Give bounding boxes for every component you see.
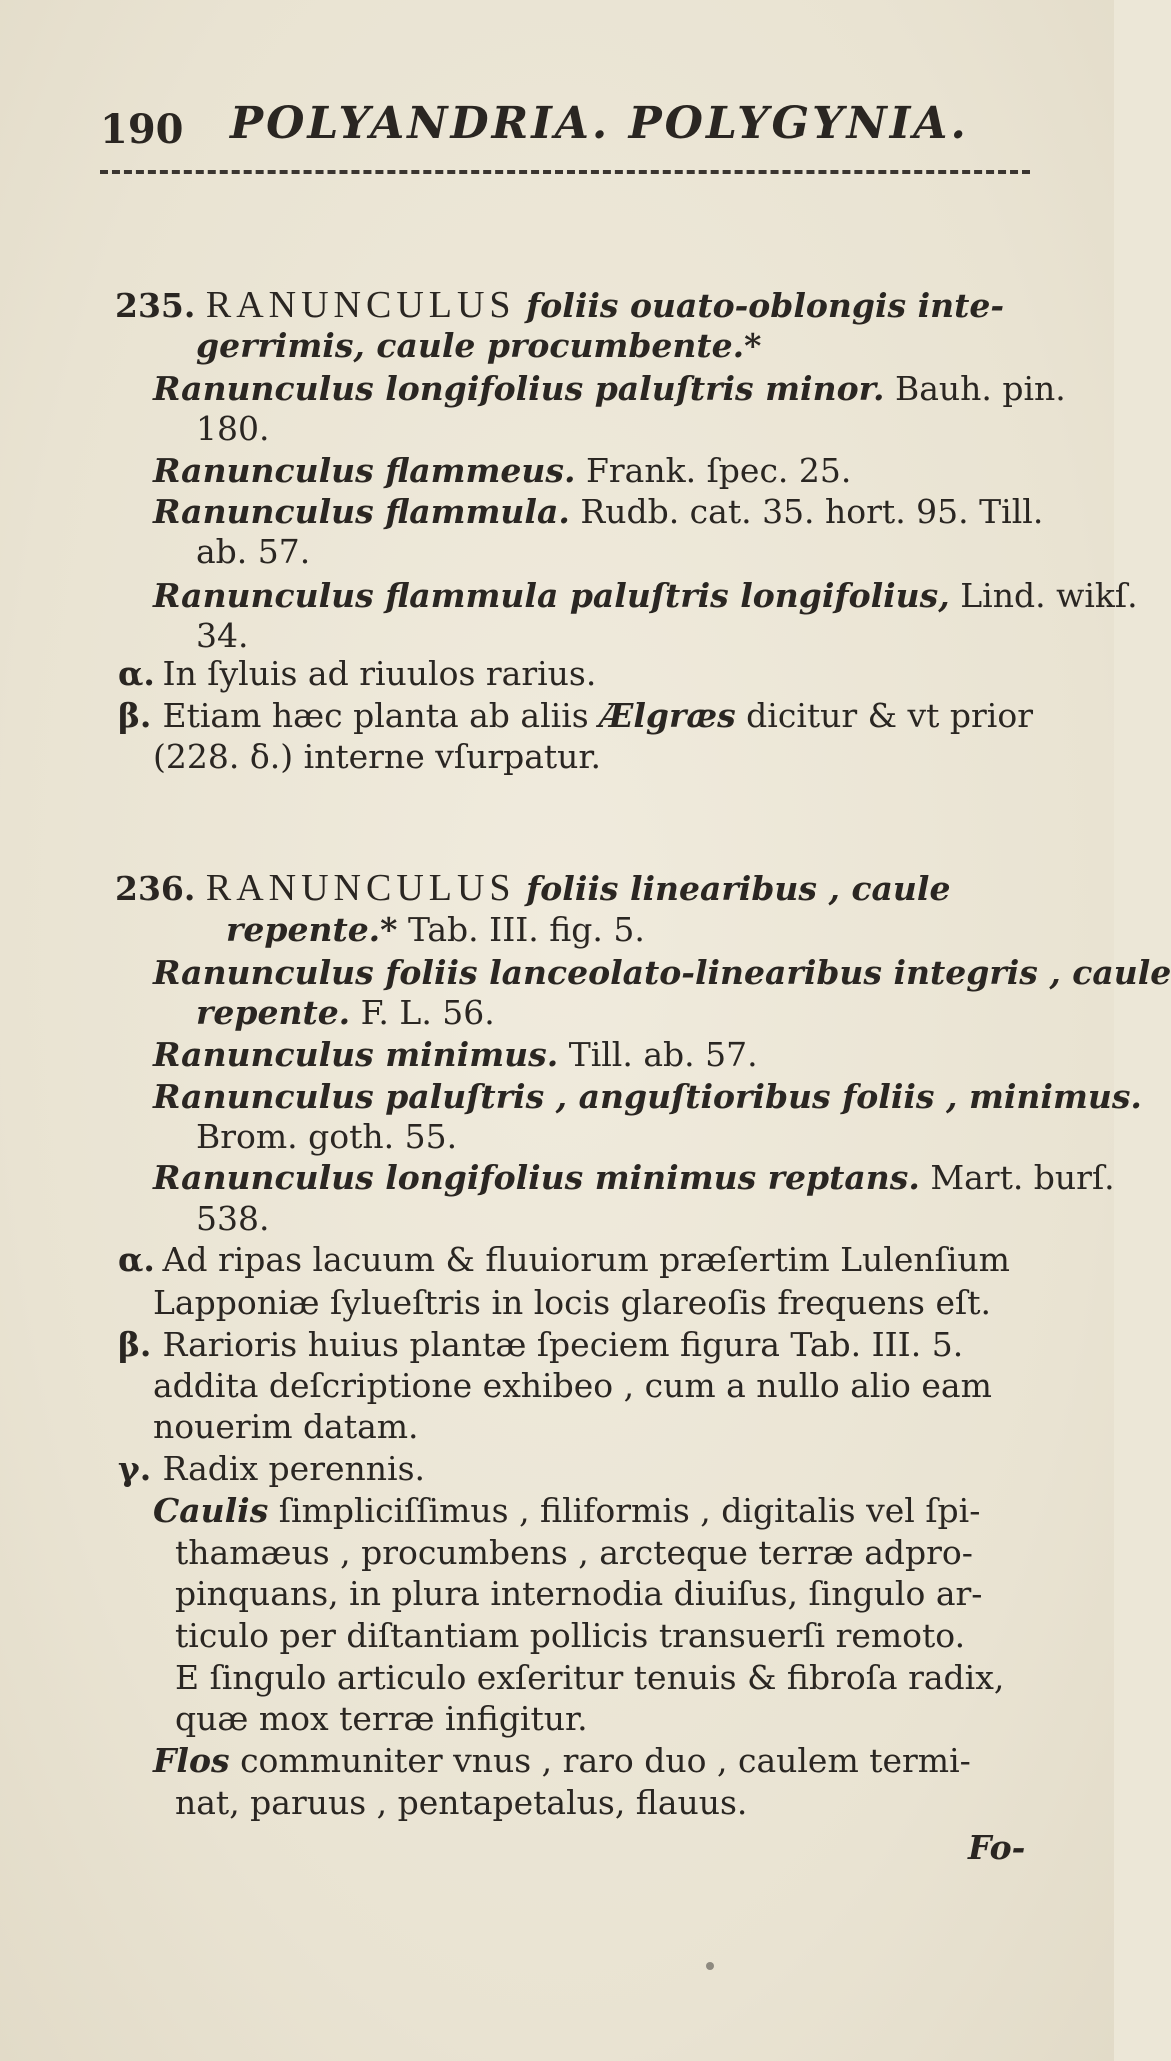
diagnosis: foliis ouato-oblongis inte-	[526, 286, 1005, 325]
entry-236-heading	[115, 868, 950, 909]
synonym-line	[153, 1077, 1142, 1117]
header-rule	[100, 170, 1030, 174]
note-text: Ad ripas lacuum & fluuiorum præſertim Lulenſium	[162, 1240, 1010, 1279]
page-header	[100, 98, 1040, 158]
note-alpha	[118, 654, 596, 694]
note-marker: α.	[118, 1240, 155, 1279]
synonym-ref: Lind. wikſ.	[960, 576, 1138, 615]
diagnosis-cont	[226, 910, 645, 950]
note-gamma	[118, 1449, 425, 1489]
note-marker: α.	[118, 654, 155, 693]
synonym-ref: Bauh. pin.	[894, 369, 1066, 408]
description-text: pinquans, in plura internodia diuiſus, ſingulo ar-	[175, 1574, 983, 1613]
synonym-line	[153, 451, 851, 491]
genus-name: RANUNCULUS	[205, 867, 516, 909]
note-text: Radix perennis.	[162, 1449, 426, 1488]
note-beta-cont: nouerim datam.	[153, 1407, 419, 1446]
note-text: Etiam hæc planta ab aliis	[162, 696, 589, 735]
synonym-ref: Rudb. cat. 35. hort. 95. Till.	[580, 492, 1044, 531]
note-alpha-cont: Lapponiæ ſylueſtris in locis glareoſis frequens eſt.	[153, 1283, 991, 1322]
synonym-name: Ranunculus flammeus.	[153, 451, 576, 490]
note-beta-cont: addita deſcriptione exhibeo , cum a nullo alio eam	[153, 1366, 992, 1405]
note-beta-cont: (228. δ.) interne vſurpatur.	[153, 737, 602, 776]
synonym-line	[153, 1035, 758, 1075]
synonym-ref-cont: 180.	[196, 409, 270, 448]
diagnosis-cont: gerrimis, caule procumbente.*	[196, 326, 762, 365]
running-title: POLYANDRIA. POLYGYNIA.	[230, 98, 969, 149]
description-text: E ſingulo articulo exſeritur tenuis & fibroſa radix,	[175, 1658, 1005, 1697]
synonym-ref-cont: 34.	[196, 616, 249, 655]
synonym-ref: F. L. 56.	[360, 993, 495, 1032]
synonym-name: Ranunculus foliis lanceolato-linearibus integris , caule	[153, 953, 1171, 992]
synonym-name: Ranunculus flammula.	[153, 492, 570, 531]
diagnosis: foliis linearibus , caule	[526, 869, 951, 908]
synonym-line	[153, 492, 1043, 532]
synonym-line	[153, 953, 1171, 993]
synonym-line	[153, 369, 1066, 409]
flos-description	[153, 1741, 971, 1781]
note-text: dicitur & vt prior	[746, 696, 1034, 735]
entry-number: 236.	[115, 869, 196, 908]
diagnosis: repente.*	[226, 910, 398, 949]
description-text: ſimpliciſſimus , filiformis , digitalis vel ſpi-	[278, 1491, 981, 1530]
synonym-line	[153, 576, 1138, 616]
synonym-ref-cont: 538.	[196, 1199, 270, 1238]
note-marker: β.	[118, 696, 152, 735]
note-alpha	[118, 1240, 1010, 1280]
note-marker: γ.	[118, 1449, 152, 1488]
note-text: Rarioris huius plantæ ſpeciem figura Tab. III. 5.	[162, 1325, 964, 1364]
synonym-name: Ranunculus paluſtris , anguſtioribus foliis , minimus.	[153, 1077, 1142, 1116]
note-marker: β.	[118, 1325, 152, 1364]
note-beta	[118, 1325, 963, 1365]
plate-ref: Tab. III. fig. 5.	[407, 910, 645, 949]
vernacular-name: Ælgræs	[599, 696, 736, 735]
note-text: In ſyluis ad riuulos rarius.	[162, 654, 597, 693]
description-text: ticulo per diſtantiam pollicis transuerſi remoto.	[175, 1616, 966, 1655]
synonym-name: Ranunculus minimus.	[153, 1035, 559, 1074]
genus-name: RANUNCULUS	[205, 284, 516, 326]
synonym-ref: Till. ab. 57.	[568, 1035, 758, 1074]
term: Caulis	[153, 1491, 269, 1530]
paper-speck	[706, 1962, 714, 1970]
synonym-ref: Frank. ſpec. 25.	[586, 451, 852, 490]
caulis-description	[153, 1491, 980, 1531]
synonym-line-cont	[196, 993, 495, 1033]
description-text: communiter vnus , raro duo , caulem termi-	[240, 1741, 971, 1780]
term: Flos	[153, 1741, 230, 1780]
page-number: 190	[100, 106, 184, 153]
synonym-ref-cont: ab. 57.	[196, 532, 311, 571]
synonym-name: Ranunculus longifolius paluſtris minor.	[153, 369, 885, 408]
description-text: nat, paruus , pentapetalus, flauus.	[175, 1783, 748, 1822]
entry-number: 235.	[115, 286, 196, 325]
synonym-ref: Mart. burſ.	[930, 1158, 1115, 1197]
entry-235-heading	[115, 285, 1004, 326]
description-text: thamæus , procumbens , arcteque terræ adpro-	[175, 1533, 973, 1572]
synonym-line	[153, 1158, 1115, 1198]
description-text: quæ mox terræ infigitur.	[175, 1699, 588, 1738]
synonym-name: Ranunculus longifolius minimus reptans.	[153, 1158, 920, 1197]
synonym-ref-cont: Brom. goth. 55.	[196, 1117, 458, 1156]
catchword: Fo-	[968, 1828, 1026, 1867]
synonym-name: Ranunculus flammula paluſtris longifolius,	[153, 576, 950, 615]
note-beta	[118, 696, 1033, 736]
synonym-name: repente.	[196, 993, 351, 1032]
